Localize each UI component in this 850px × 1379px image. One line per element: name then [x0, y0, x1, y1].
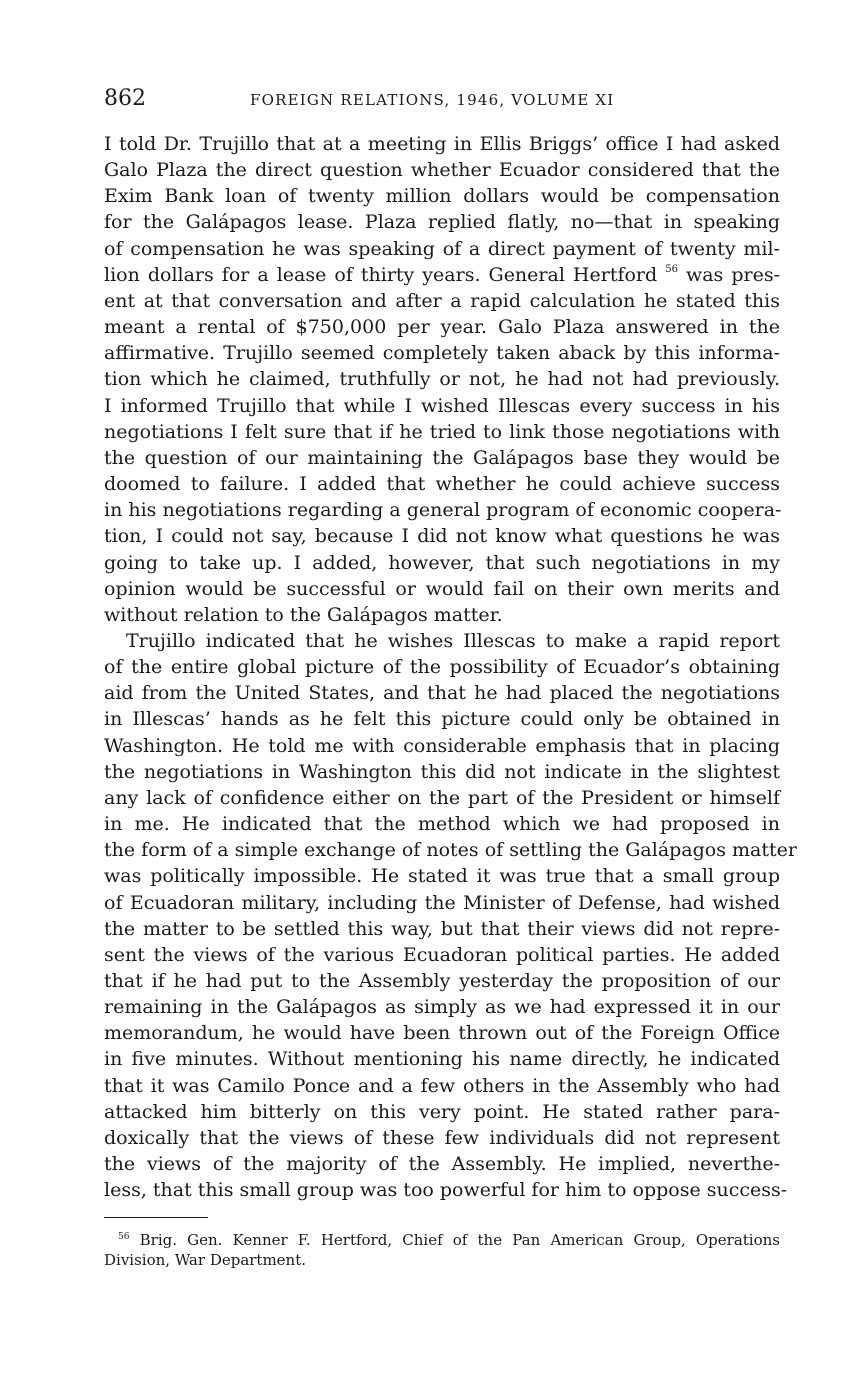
text-line: negotiations I felt sure that if he tried to link those negotiations with: [104, 420, 780, 443]
text-line: the question of our maintaining the Galápagos base they would be: [104, 446, 780, 469]
text-line: Exim Bank loan of twenty million dollars would be compensation: [104, 185, 780, 208]
text-line: attacked him bitterly on this very point. He stated rather para-: [104, 1100, 780, 1123]
text-line: of Ecuadoran military, including the Minister of Defense, had wished: [104, 891, 780, 914]
footnote-reference[interactable]: 56: [665, 263, 678, 275]
paragraph-1: [104, 131, 780, 628]
paragraph-2: [104, 628, 797, 1203]
text-line: going to take up. I added, however, that such negotiations in my: [104, 551, 780, 574]
text-line: in me. He indicated that the method which we had proposed in: [104, 813, 780, 836]
text-line: for the Galápagos lease. Plaza replied flatly, no—that in speaking: [104, 211, 780, 234]
text-line: aid from the United States, and that he had placed the negotiations: [104, 682, 780, 705]
text-line: of compensation he was speaking of a direct payment of twenty mil-: [104, 237, 780, 260]
text-line: the form of a simple exchange of notes of settling the Galápagos matter: [104, 839, 797, 862]
text-line: of the entire global picture of the possibility of Ecuador’s obtaining: [104, 656, 780, 679]
footnote-line: [104, 1230, 780, 1250]
text-line: the negotiations in Washington this did not indicate in the slightest: [104, 760, 780, 783]
text-line: Trujillo indicated that he wishes Illescas to make a rapid report: [126, 629, 780, 652]
text-line: was politically impossible. He stated it was true that a small group: [104, 865, 780, 888]
footnote-text: Brig. Gen. Kenner F. Hertford, Chief of the Pan American Group, Operations: [139, 1231, 780, 1249]
text-line: affirmative. Trujillo seemed completely taken aback by this informa-: [104, 342, 780, 365]
text-line: meant a rental of $750,000 per year. Galo Plaza answered in the: [104, 316, 780, 339]
text-line: doxically that the views of these few individuals did not represent: [104, 1126, 780, 1149]
text-line: in his negotiations regarding a general program of economic coopera-: [104, 499, 782, 522]
text-line: remaining in the Galápagos as simply as we had expressed it in our: [104, 996, 780, 1019]
page-number: 862: [104, 86, 146, 111]
text-line: I informed Trujillo that while I wished Illescas every success in his: [104, 394, 780, 417]
text-line: I told Dr. Trujillo that at a meeting in Ellis Briggs’ office I had asked: [104, 133, 780, 155]
text-segment: was pres-: [685, 263, 780, 286]
text-line: memorandum, he would have been thrown out of the Foreign Office: [104, 1022, 780, 1045]
text-line: doomed to failure. I added that whether he could achieve success: [104, 473, 780, 496]
text-line: in five minutes. Without mentioning his name directly, he indicated: [104, 1048, 780, 1071]
text-line: Washington. He told me with considerable emphasis that in placing: [104, 734, 780, 757]
text-line: the matter to be settled this way, but that their views did not repre-: [104, 917, 780, 940]
text-line: tion which he claimed, truthfully or not, he had not had previously.: [104, 368, 780, 391]
text-line: Galo Plaza the direct question whether Ecuador considered that the: [104, 159, 780, 182]
text-line: opinion would be successful or would fail on their own merits and: [104, 577, 780, 600]
text-line: sent the views of the various Ecuadoran political parties. He added: [104, 943, 780, 966]
footnote-divider: [104, 1217, 208, 1218]
text-segment: lion dollars for a lease of thirty years. General Hertford: [104, 263, 658, 286]
running-title: FOREIGN RELATIONS, 1946, VOLUME XI: [250, 91, 615, 109]
text-line: tion, I could not say, because I did not know what questions he was: [104, 525, 780, 548]
page-header: [104, 84, 780, 114]
text-line-with-footnote-ref: [104, 262, 780, 288]
text-line: that it was Camilo Ponce and a few others in the Assembly who had: [104, 1074, 780, 1097]
footnote-line: Division, War Department.: [104, 1251, 307, 1269]
text-line: any lack of confidence either on the part of the President or himself: [104, 786, 780, 809]
text-line: ent at that conversation and after a rapid calculation he stated this: [104, 289, 780, 312]
text-line: less, that this small group was too powerful for him to oppose success-: [104, 1179, 788, 1202]
text-line: the views of the majority of the Assembly. He implied, neverthe-: [104, 1153, 780, 1176]
text-line: in Illescas’ hands as he felt this picture could only be obtained in: [104, 708, 780, 731]
text-line: without relation to the Galápagos matter.: [104, 603, 503, 626]
document-body: [104, 131, 797, 1203]
footnote-marker: 56: [118, 1232, 130, 1242]
footnote: [104, 1230, 780, 1270]
text-line: that if he had put to the Assembly yesterday the proposition of our: [104, 970, 780, 992]
